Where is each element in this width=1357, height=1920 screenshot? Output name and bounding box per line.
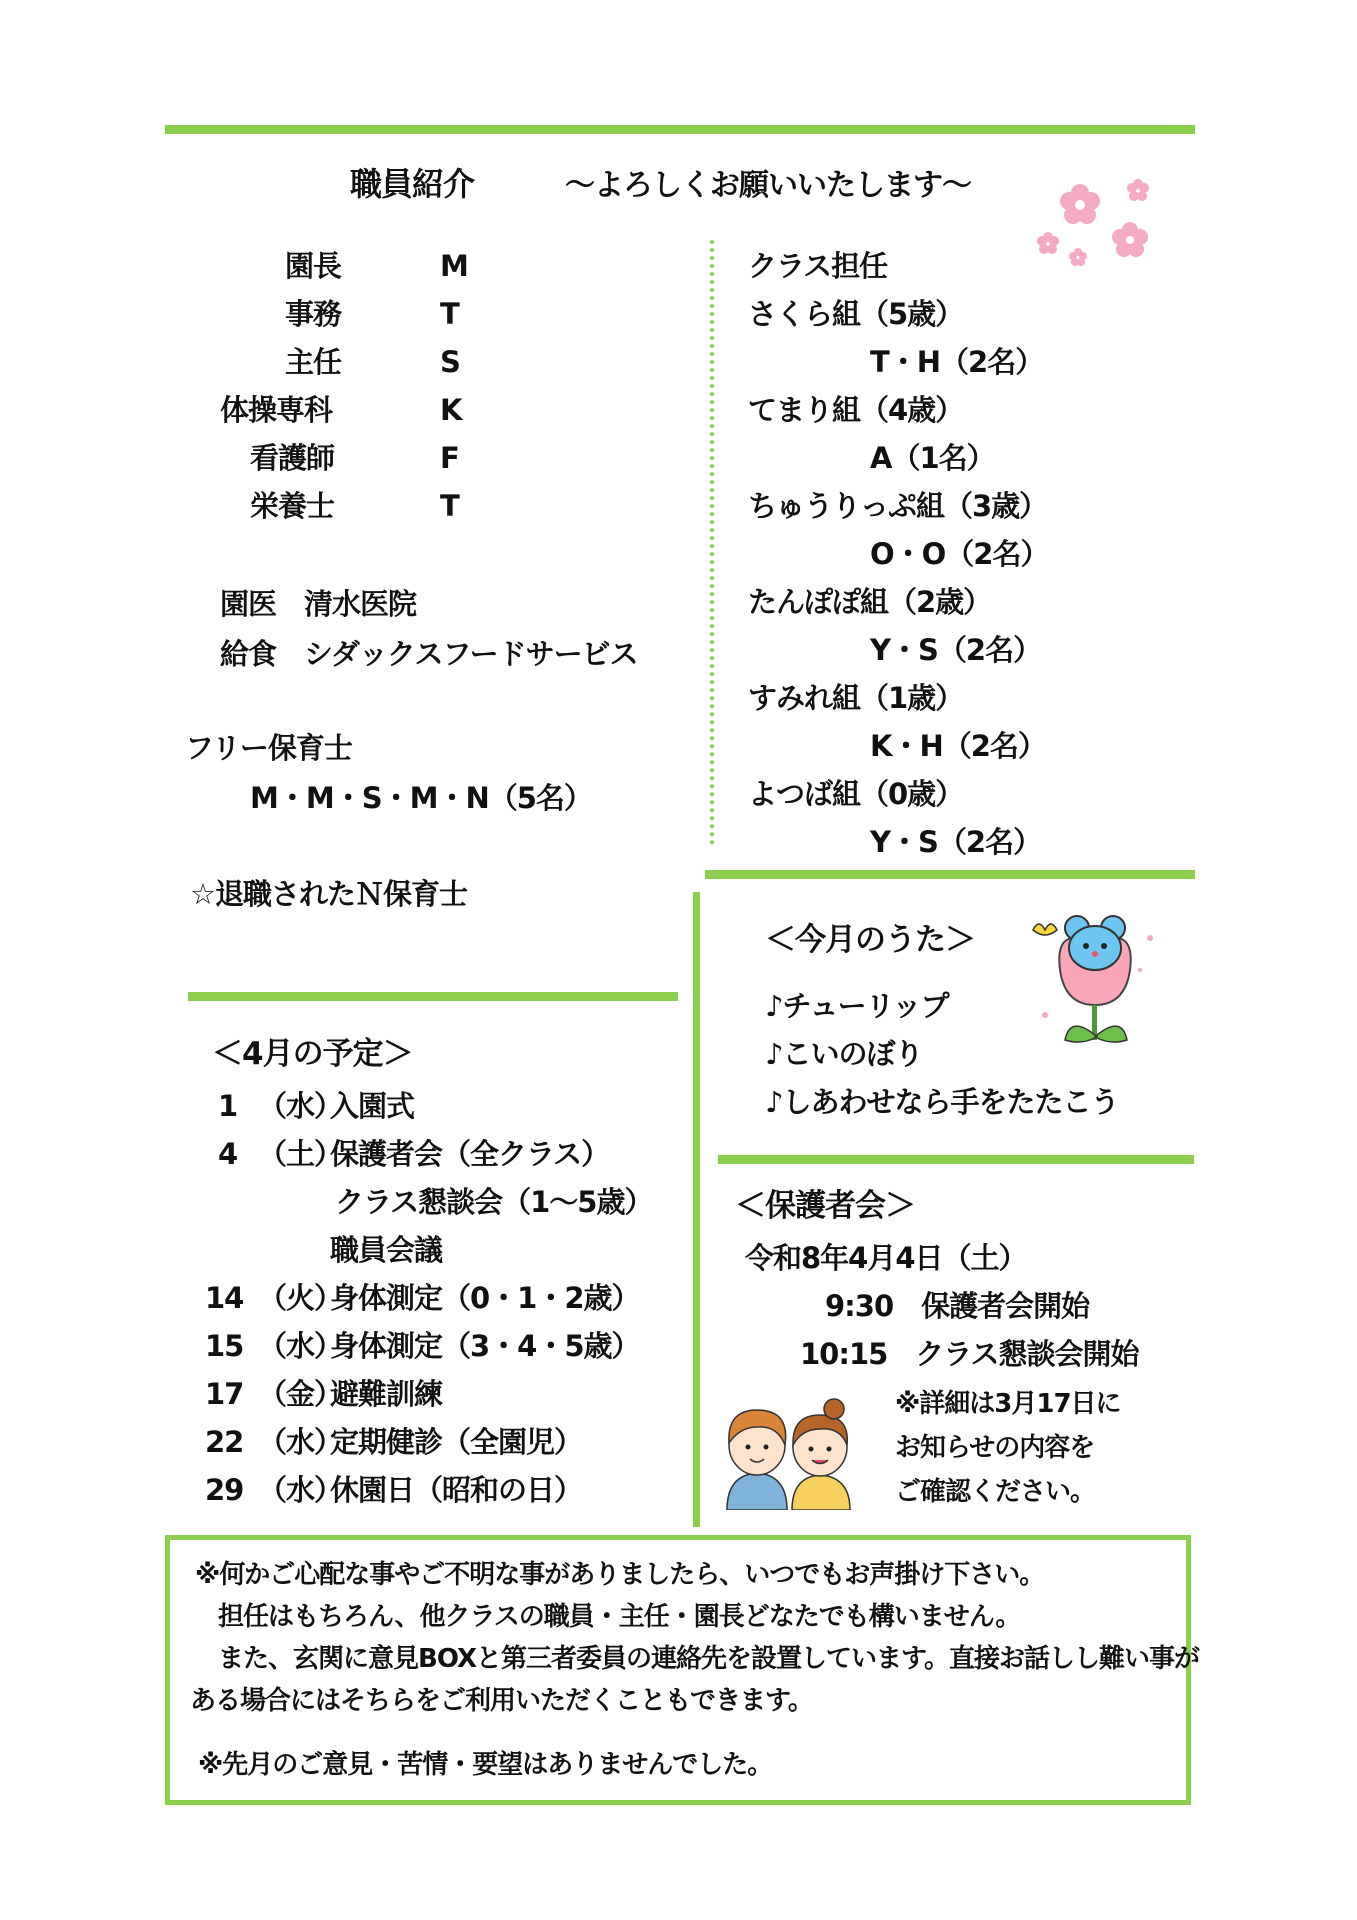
meal-provider: 給食 シダックスフードサービス: [220, 637, 638, 671]
schedule-day: （水）: [258, 1473, 343, 1507]
schedule-day: （火）: [258, 1281, 343, 1315]
class-teachers: O・O（2名）: [870, 537, 1049, 571]
parents-top-divider: [718, 1155, 1194, 1164]
parents-date: 令和8年4月4日（土）: [745, 1241, 1027, 1275]
class-name: てまり組（4歳）: [748, 393, 964, 427]
parents-heading: ＜保護者会＞: [735, 1188, 915, 1224]
schedule-day: （水）: [258, 1425, 343, 1459]
schedule-day: （金）: [258, 1377, 343, 1411]
free-teacher-names: M・M・S・M・N（5名）: [250, 781, 592, 815]
schedule-day: （水）: [258, 1329, 343, 1363]
staff-name: F: [440, 441, 459, 475]
staff-name: T: [440, 297, 459, 331]
schedule-text: 入園式: [330, 1089, 415, 1123]
schedule-text: 保護者会（全クラス）: [330, 1137, 610, 1171]
notice-line: また、玄関に意見BOXと第三者委員の連絡先を設置しています。直接お話しし難い事が: [218, 1644, 1199, 1674]
schedule-date: 29: [205, 1473, 244, 1507]
middle-vertical-divider: [693, 892, 700, 1527]
schedule-text: 身体測定（3・4・5歳）: [330, 1329, 640, 1363]
parents-line1: 9:30 保護者会開始: [825, 1289, 1090, 1323]
class-name: すみれ組（1歳）: [748, 681, 964, 715]
page-subtitle: ～よろしくお願いいたします～: [565, 168, 971, 203]
schedule-day: （水）: [258, 1089, 343, 1123]
staff-name: S: [440, 345, 460, 379]
notice-line: ※先月のご意見・苦情・要望はありませんでした。: [198, 1750, 773, 1780]
staff-name: M: [440, 249, 468, 283]
class-header: クラス担任: [748, 249, 888, 283]
parents-note: ご確認ください。: [895, 1477, 1096, 1507]
two-teachers-illustration: [712, 1395, 862, 1510]
retired-note: ☆退職されたＮ保育士: [190, 877, 467, 911]
staff-name: K: [440, 393, 462, 427]
staff-role: 体操専科: [220, 393, 333, 427]
schedule-text: 定期健診（全園児）: [330, 1425, 583, 1459]
page-title: 職員紹介: [350, 165, 475, 203]
staff-role: 看護師: [250, 441, 335, 475]
class-teachers: K・H（2名）: [870, 729, 1046, 763]
class-teachers: Y・S（2名）: [870, 633, 1042, 667]
staff-role: 園長: [285, 249, 342, 283]
songs-heading: ＜今月のうた＞: [765, 922, 975, 958]
song-item: ♪チューリップ: [765, 989, 949, 1023]
schedule-top-divider: [188, 992, 678, 1001]
song-item: ♪こいのぼり: [765, 1037, 923, 1071]
schedule-date: 22: [205, 1425, 244, 1459]
class-name: よつば組（0歳）: [748, 777, 964, 811]
class-name: さくら組（5歳）: [748, 297, 964, 331]
schedule-text: 休園日（昭和の日）: [330, 1473, 583, 1507]
class-name: たんぽぽ組（2歳）: [748, 585, 992, 619]
class-teachers: T・H（2名）: [870, 345, 1044, 379]
staff-role: 事務: [285, 297, 342, 331]
notice-line: ある場合にはそちらをご利用いただくこともできます。: [190, 1686, 813, 1716]
top-divider: [165, 125, 1195, 134]
sakura-flowers-illustration: [1030, 165, 1160, 275]
schedule-text: 職員会議: [330, 1233, 443, 1267]
class-teachers: Y・S（2名）: [870, 825, 1042, 859]
schedule-heading: ＜4月の予定＞: [212, 1036, 413, 1072]
schedule-text: 避難訓練: [330, 1377, 443, 1411]
schedule-date: 1: [218, 1089, 238, 1123]
staff-role: 主任: [285, 345, 342, 379]
song-item: ♪しあわせなら手をたたこう: [765, 1085, 1119, 1119]
staff-role: 栄養士: [250, 489, 335, 523]
schedule-date: 15: [205, 1329, 244, 1363]
notice-line: ※何かご心配な事やご不明な事がありましたら、いつでもお声掛け下さい。: [195, 1560, 1045, 1590]
schedule-text: 身体測定（0・1・2歳）: [330, 1281, 640, 1315]
class-teachers: A（1名）: [870, 441, 995, 475]
mouse-tulip-illustration: [1025, 910, 1165, 1060]
schedule-day: （土）: [258, 1137, 343, 1171]
school-doctor: 園医 清水医院: [220, 587, 417, 621]
schedule-text: クラス懇談会（1～5歳）: [335, 1185, 653, 1219]
parents-note: お知らせの内容を: [895, 1433, 1095, 1463]
free-teacher-label: フリー保育士: [185, 731, 352, 765]
schedule-date: 17: [205, 1377, 244, 1411]
schedule-date: 14: [205, 1281, 244, 1315]
column-divider: [710, 240, 714, 845]
class-name: ちゅうりっぷ組（3歳）: [748, 489, 1048, 523]
parents-note: ※詳細は3月17日に: [895, 1389, 1121, 1419]
notice-line: 担任はもちろん、他クラスの職員・主任・園長どなたでも構いません。: [218, 1602, 1021, 1632]
schedule-date: 4: [218, 1137, 238, 1171]
songs-top-divider: [705, 870, 1195, 879]
staff-name: T: [440, 489, 459, 523]
parents-line2: 10:15 クラス懇談会開始: [800, 1337, 1139, 1371]
